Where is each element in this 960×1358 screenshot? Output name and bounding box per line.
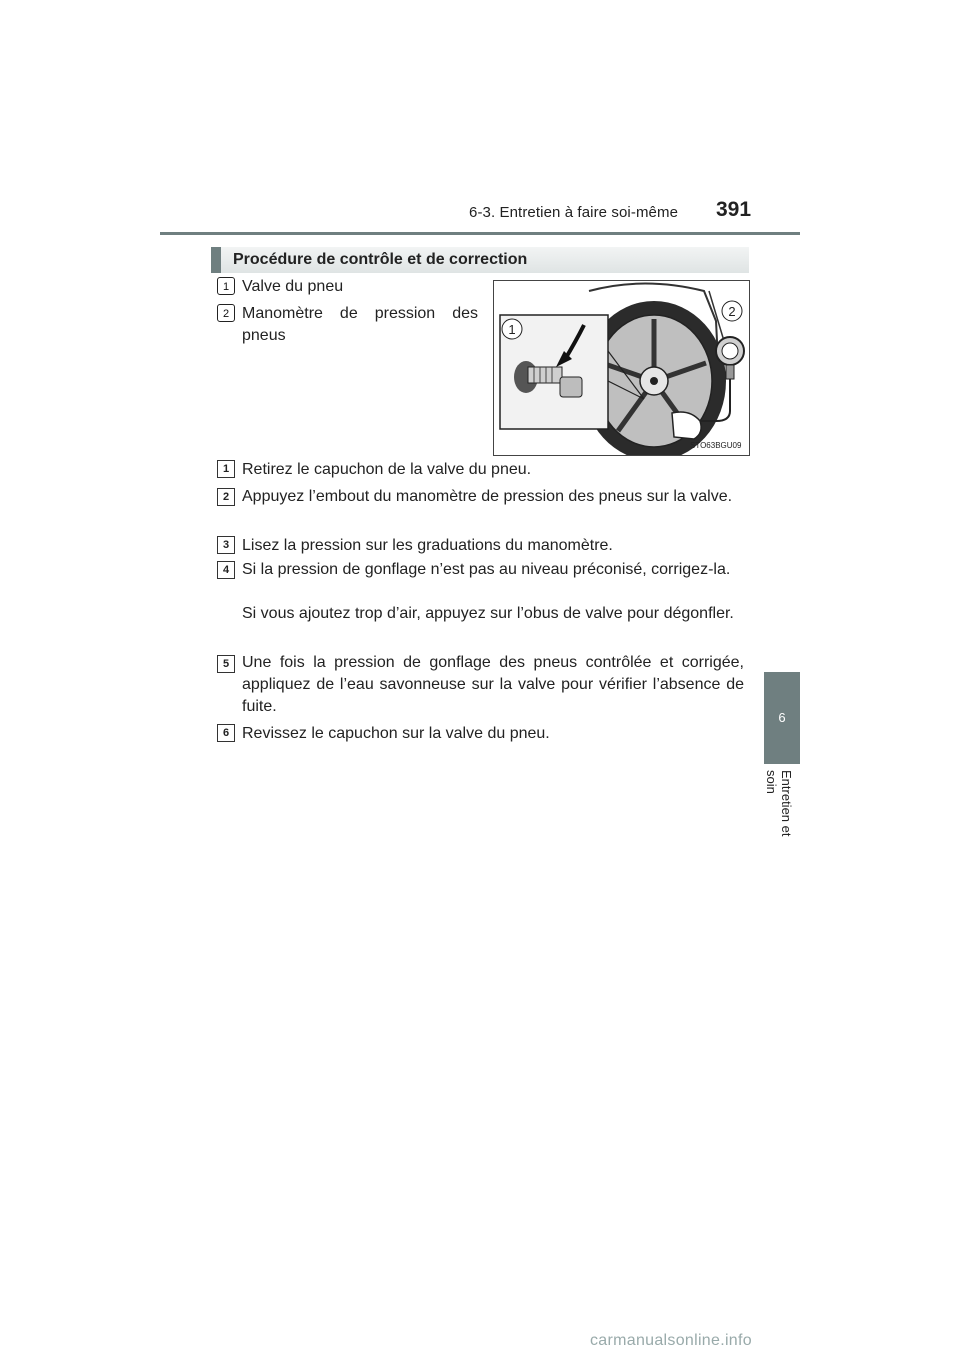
tire-gauge-illustration xyxy=(494,281,749,455)
legend-number: 1 xyxy=(217,277,235,295)
step-number: 4 xyxy=(217,561,235,579)
legend-number: 2 xyxy=(217,304,235,322)
tire-valve-figure xyxy=(493,280,750,456)
step-number: 1 xyxy=(217,460,235,478)
header-section-title: 6-3. Entretien à faire soi-même xyxy=(469,204,679,221)
step-text: Retirez le capuchon de la valve du pneu. xyxy=(242,461,532,478)
step-text: Si la pression de gonflage n’est pas au niveau préconisé, corrigez-la. xyxy=(242,561,731,578)
chapter-label: Entretien et soin xyxy=(764,770,794,837)
watermark-text: carmanualsonline.info xyxy=(590,1332,752,1349)
step-number: 3 xyxy=(217,536,235,554)
step-number: 5 xyxy=(217,655,235,673)
svg-text:2: 2 xyxy=(728,304,736,319)
chapter-tab: 6 xyxy=(764,672,800,764)
step-text: Lisez la pression sur les graduations du manomètre. xyxy=(242,537,613,554)
step-text: Revissez le capuchon sur la valve du pneu. xyxy=(242,725,550,742)
section-title: Procédure de contrôle et de correction xyxy=(211,247,749,273)
figure-code: STO63BGU09 xyxy=(690,441,742,450)
step-text: Appuyez l’embout du manomètre de pression des pneus sur la valve. xyxy=(242,488,733,505)
header-rule xyxy=(160,232,800,235)
legend-text: Valve du pneu xyxy=(242,278,344,295)
step-text-continued: Si vous ajoutez trop d’air, appuyez sur l’obus de valve pour dégonfler. xyxy=(242,605,734,622)
legend-text: Manomètre de pression des pneus xyxy=(242,305,478,344)
svg-text:1: 1 xyxy=(508,322,516,337)
page-number: 391 xyxy=(716,198,752,221)
step-number: 6 xyxy=(217,724,235,742)
step-number: 2 xyxy=(217,488,235,506)
step-text: Une fois la pression de gonflage des pneus contrôlée et corrigée, appliquez de l’eau savonneuse sur la valve pour vérifier l’absence de fuite. xyxy=(242,654,744,715)
